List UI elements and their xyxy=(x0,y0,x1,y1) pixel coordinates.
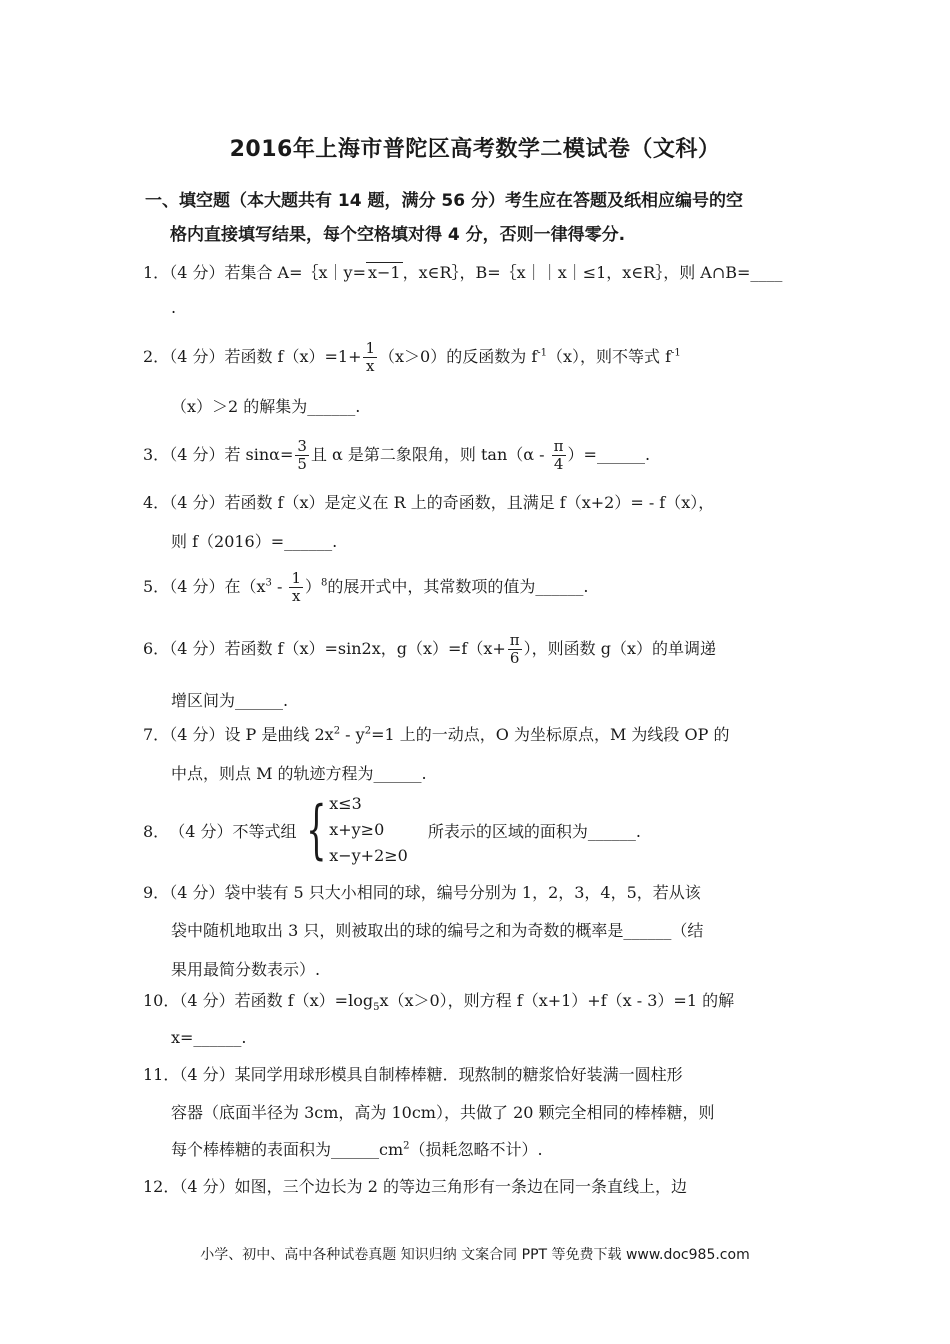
question-number: 8． xyxy=(143,821,170,841)
page-title: 2016年上海市普陀区高考数学二模试卷（文科） xyxy=(229,137,721,162)
question-number: 5． xyxy=(143,577,170,596)
question-number: 11． xyxy=(143,1065,180,1084)
question-number: 6． xyxy=(143,639,170,658)
section-line-2: 格内直接填写结果，每个空格填对得 4 分，否则一律得零分. xyxy=(170,225,626,245)
question-number: 7． xyxy=(143,725,170,744)
question-number: 1． xyxy=(143,263,170,282)
question-number: 4． xyxy=(143,493,170,512)
question-number: 9． xyxy=(143,883,170,902)
fraction: $\frac{1}{x}$ xyxy=(291,569,301,605)
sqrt-expression: x−1 xyxy=(367,263,401,282)
question-number: 2． xyxy=(143,347,170,366)
question-number: 10． xyxy=(143,991,180,1010)
question-number: 3． xyxy=(143,445,170,464)
section-header xyxy=(145,184,810,252)
fraction: $\frac{1}{x}$ xyxy=(365,339,376,375)
fraction: $\frac{\pi}{6}$ xyxy=(509,631,520,667)
fraction: $\frac{\pi}{4}$ xyxy=(553,437,564,473)
page-footer: 小学、初中、高中各种试卷真题 知识归纳 文案合同 PPT 等免费下载 www.doc985.com xyxy=(200,1247,750,1263)
inequality-system: { x≤3 x+y≥0 x−y+2≥0 xyxy=(306,793,408,867)
brace-icon: { xyxy=(306,793,328,867)
fraction: $\frac{3}{5}$ xyxy=(297,437,307,473)
section-line-1: 一、填空题（本大题共有 14 题，满分 56 分）考生应在答题及纸相应编号的空 xyxy=(145,191,743,211)
question-number: 12． xyxy=(143,1177,180,1196)
